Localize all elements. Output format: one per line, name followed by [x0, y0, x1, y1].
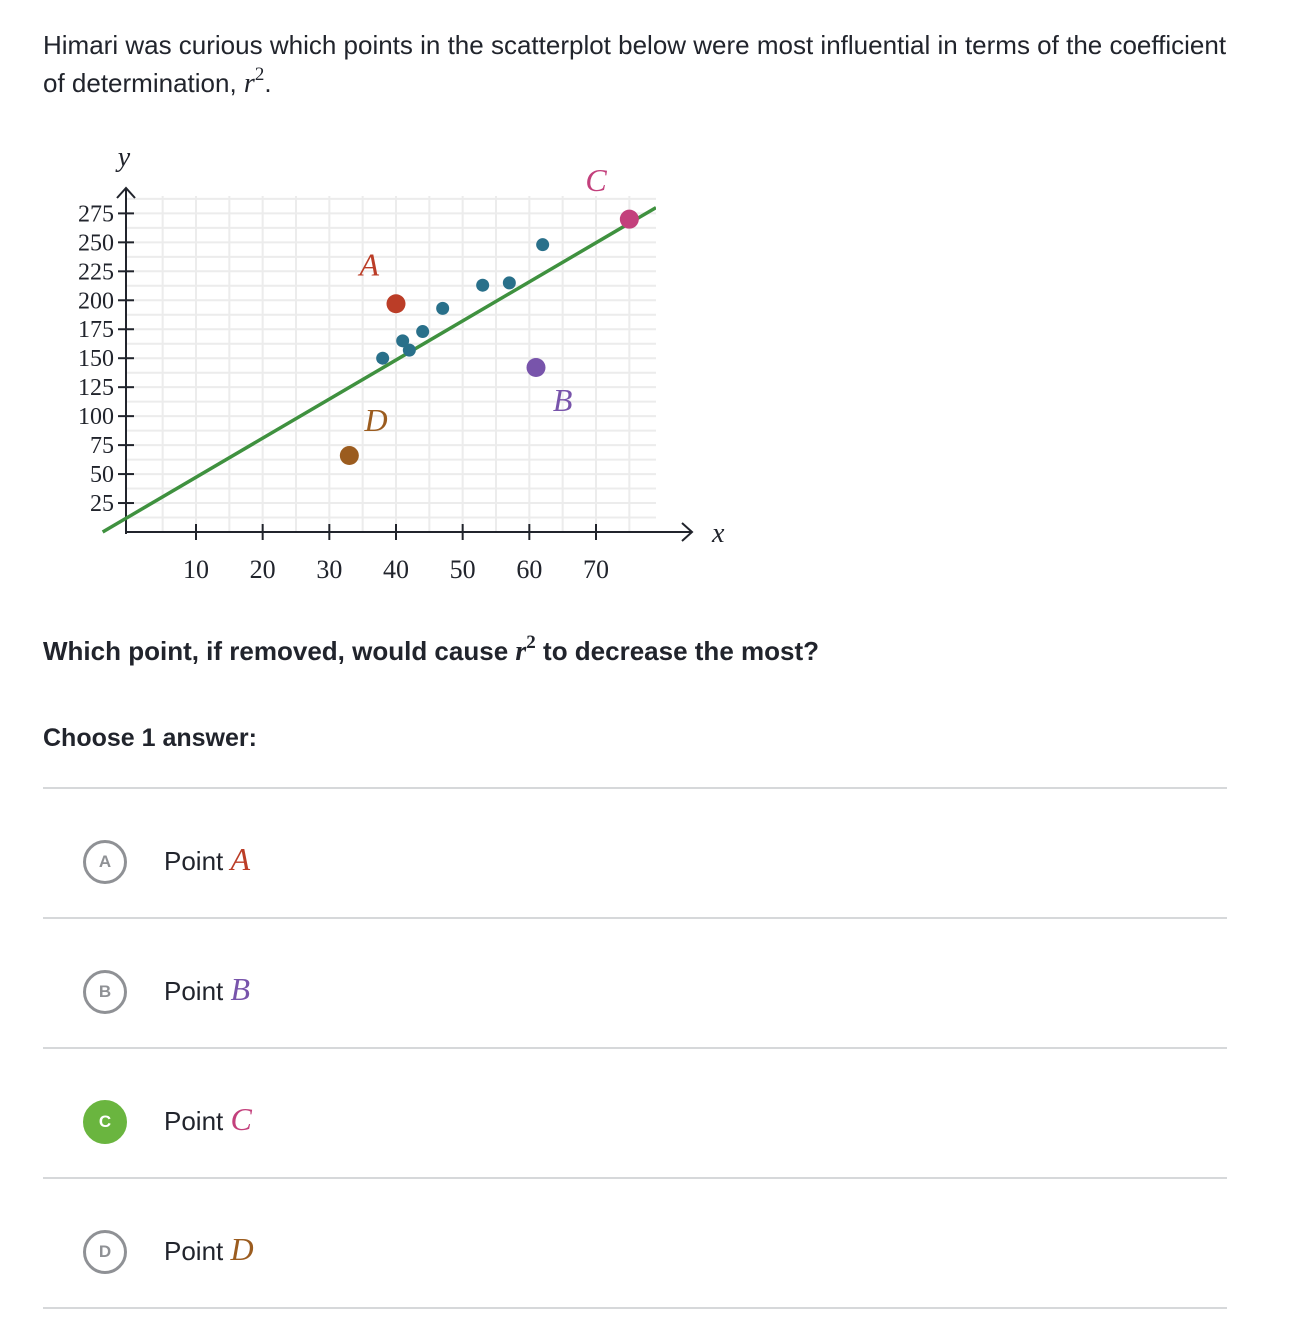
point-d: [340, 446, 359, 465]
data-point: [376, 352, 389, 365]
choose-label: Choose 1 answer:: [43, 724, 257, 752]
y-tick-label: 275: [78, 201, 114, 228]
y-tick-label: 225: [78, 259, 114, 286]
y-axis-label: y: [117, 142, 131, 173]
question-prompt: [43, 26, 1243, 106]
point-b-label: B: [552, 382, 573, 419]
prompt-r-variable: r: [243, 68, 255, 99]
y-tick-label: 125: [78, 375, 114, 402]
choice-a[interactable]: [43, 789, 1227, 917]
y-tick-label: 175: [78, 317, 114, 344]
x-tick-label: 50: [449, 555, 476, 584]
x-tick-label: 30: [316, 555, 343, 584]
choice-a-letter-badge: A: [83, 840, 127, 884]
question-text: [43, 632, 820, 668]
point-b: [527, 358, 546, 377]
y-tick-label: 25: [90, 491, 114, 518]
choice-b-label: Point: [164, 976, 224, 1006]
point-c: [620, 210, 639, 229]
choice-a-label: Point: [164, 846, 224, 876]
data-point: [503, 276, 516, 289]
x-tick-label: 20: [249, 555, 276, 584]
choice-a-text: [164, 841, 250, 878]
choice-d-letter-badge: D: [83, 1230, 127, 1274]
data-point: [536, 238, 549, 251]
question-post: to decrease the most?: [543, 636, 820, 666]
point-a: [387, 294, 406, 313]
choice-d[interactable]: [43, 1179, 1227, 1307]
choice-b[interactable]: [43, 919, 1227, 1047]
question-pre: Which point, if removed, would cause: [43, 636, 509, 666]
choice-d-text: [164, 1231, 254, 1268]
y-tick-label: 250: [78, 230, 114, 257]
scatterplot: [40, 140, 725, 600]
divider: [43, 1307, 1227, 1309]
data-point: [403, 344, 416, 357]
choice-d-point-var: D: [230, 1231, 254, 1267]
point-a-label: A: [359, 246, 380, 283]
y-tick-label: 50: [90, 462, 114, 489]
y-tick-label: 100: [78, 404, 114, 431]
prompt-text: Himari was curious which points in the scatterplot below were most influential in terms of the coefficient of determination,: [43, 30, 1227, 98]
question-r-exponent: 2: [526, 632, 536, 653]
y-tick-label: 200: [78, 288, 114, 315]
data-point: [436, 302, 449, 315]
x-tick-label: 40: [383, 555, 409, 584]
choice-d-label: Point: [164, 1236, 224, 1266]
data-point: [476, 279, 489, 292]
x-axis-label: x: [712, 518, 725, 549]
choice-c-letter-badge-selected: C: [83, 1100, 127, 1144]
choice-b-point-var: B: [230, 971, 251, 1007]
choice-c-point-var: C: [230, 1101, 252, 1137]
choice-c-text: [164, 1101, 252, 1138]
choice-c-label: Point: [164, 1106, 224, 1136]
choice-b-letter-badge: B: [83, 970, 127, 1014]
choice-b-text: [164, 971, 250, 1008]
x-tick-label: 60: [516, 555, 543, 584]
y-tick-label: 150: [78, 346, 114, 373]
point-c-label: C: [585, 161, 607, 198]
choice-a-point-var: A: [230, 841, 251, 877]
question-r-variable: r: [515, 636, 527, 667]
prompt-r-exponent: 2: [254, 64, 265, 85]
x-tick-label: 70: [583, 555, 609, 584]
point-d-label: D: [364, 401, 388, 438]
y-tick-label: 75: [90, 433, 114, 460]
x-tick-label: 10: [183, 555, 209, 584]
data-point: [416, 325, 429, 338]
choice-c[interactable]: [43, 1049, 1227, 1177]
prompt-end: .: [264, 68, 272, 98]
